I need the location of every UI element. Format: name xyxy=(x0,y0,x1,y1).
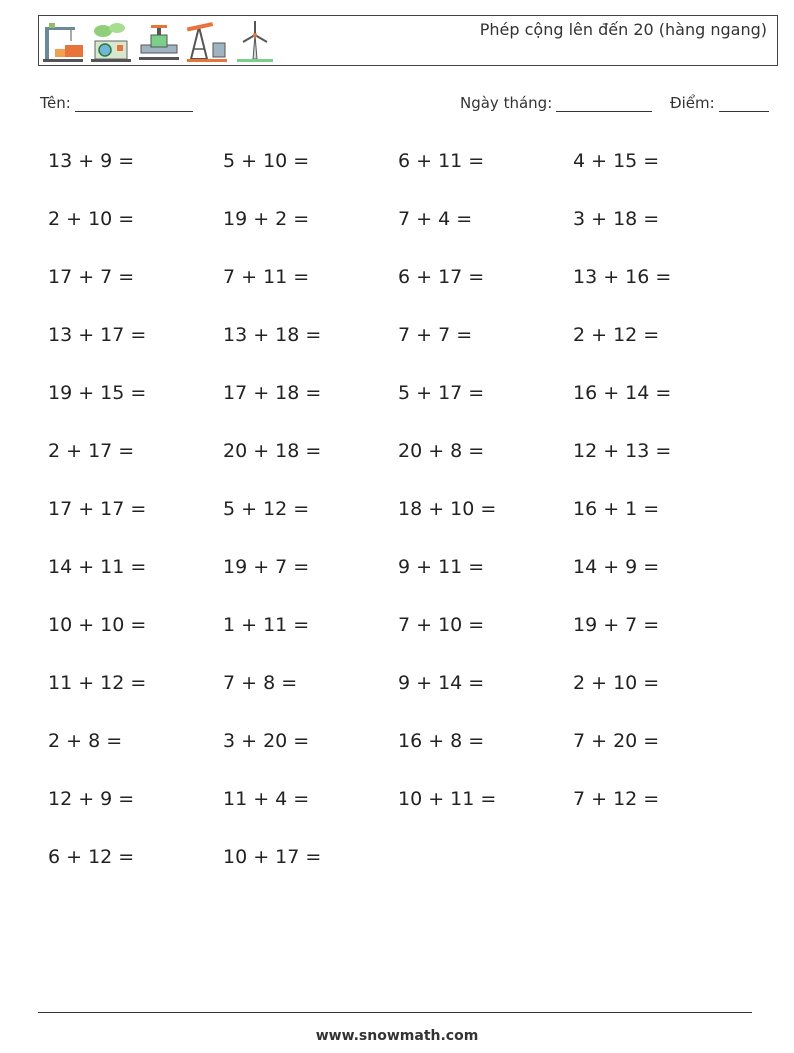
problem-item: 10 + 11 = xyxy=(398,788,497,810)
pipeline-valve-icon xyxy=(137,19,181,65)
name-label: Tên: xyxy=(40,94,71,112)
problem-item: 13 + 17 = xyxy=(48,324,147,346)
problem-item: 10 + 10 = xyxy=(48,614,147,636)
name-blank[interactable] xyxy=(75,97,193,112)
problem-item: 17 + 18 = xyxy=(223,382,322,404)
problem-item: 1 + 11 = xyxy=(223,614,310,636)
problem-item: 14 + 11 = xyxy=(48,556,147,578)
header-icons xyxy=(41,19,277,65)
problem-item: 19 + 7 = xyxy=(223,556,310,578)
date-label: Ngày tháng: xyxy=(460,94,553,112)
problem-item: 2 + 12 = xyxy=(573,324,660,346)
problem-item: 13 + 18 = xyxy=(223,324,322,346)
problem-item: 7 + 20 = xyxy=(573,730,660,752)
problem-item: 2 + 17 = xyxy=(48,440,135,462)
problem-item: 19 + 7 = xyxy=(573,614,660,636)
date-field[interactable] xyxy=(460,94,652,112)
problem-item: 18 + 10 = xyxy=(398,498,497,520)
score-field[interactable] xyxy=(670,94,769,112)
problem-item: 20 + 18 = xyxy=(223,440,322,462)
problem-item: 20 + 8 = xyxy=(398,440,485,462)
score-label: Điểm: xyxy=(670,94,715,112)
problem-item: 12 + 9 = xyxy=(48,788,135,810)
problem-item: 9 + 14 = xyxy=(398,672,485,694)
problem-item: 7 + 12 = xyxy=(573,788,660,810)
worksheet-header xyxy=(38,15,778,66)
problem-item: 17 + 7 = xyxy=(48,266,135,288)
problem-item: 12 + 13 = xyxy=(573,440,672,462)
power-plant-icon xyxy=(89,19,133,65)
problem-item: 6 + 11 = xyxy=(398,150,485,172)
problem-item: 7 + 4 = xyxy=(398,208,473,230)
problem-item: 10 + 17 = xyxy=(223,846,322,868)
date-blank[interactable] xyxy=(556,97,652,112)
problem-item: 6 + 17 = xyxy=(398,266,485,288)
problem-item: 3 + 18 = xyxy=(573,208,660,230)
problem-item: 16 + 1 = xyxy=(573,498,660,520)
problem-item: 16 + 14 = xyxy=(573,382,672,404)
problem-item: 17 + 17 = xyxy=(48,498,147,520)
problem-item: 14 + 9 = xyxy=(573,556,660,578)
problem-item: 5 + 12 = xyxy=(223,498,310,520)
problem-item: 3 + 20 = xyxy=(223,730,310,752)
problem-item: 19 + 15 = xyxy=(48,382,147,404)
problem-item: 2 + 8 = xyxy=(48,730,123,752)
problem-item: 6 + 12 = xyxy=(48,846,135,868)
name-field[interactable] xyxy=(40,94,193,112)
problem-item: 9 + 11 = xyxy=(398,556,485,578)
problem-item: 11 + 12 = xyxy=(48,672,147,694)
footer-divider xyxy=(38,1012,752,1013)
problem-item: 4 + 15 = xyxy=(573,150,660,172)
problem-item: 19 + 2 = xyxy=(223,208,310,230)
problem-grid xyxy=(48,148,748,902)
wind-turbine-icon xyxy=(233,19,277,65)
worksheet-title: Phép cộng lên đến 20 (hàng ngang) xyxy=(479,20,767,39)
problem-item: 16 + 8 = xyxy=(398,730,485,752)
problem-item: 11 + 4 = xyxy=(223,788,310,810)
problem-item: 7 + 10 = xyxy=(398,614,485,636)
problem-item: 13 + 9 = xyxy=(48,150,135,172)
problem-item: 7 + 7 = xyxy=(398,324,473,346)
problem-item: 5 + 10 = xyxy=(223,150,310,172)
footer-site: www.snowmath.com xyxy=(315,1028,479,1044)
problem-item: 2 + 10 = xyxy=(48,208,135,230)
problem-item: 13 + 16 = xyxy=(573,266,672,288)
problem-item: 2 + 10 = xyxy=(573,672,660,694)
score-blank[interactable] xyxy=(719,97,769,112)
problem-item: 7 + 11 = xyxy=(223,266,310,288)
problem-item: 5 + 17 = xyxy=(398,382,485,404)
problem-item: 7 + 8 = xyxy=(223,672,298,694)
oil-pump-icon xyxy=(185,19,229,65)
factory-crane-icon xyxy=(41,19,85,65)
